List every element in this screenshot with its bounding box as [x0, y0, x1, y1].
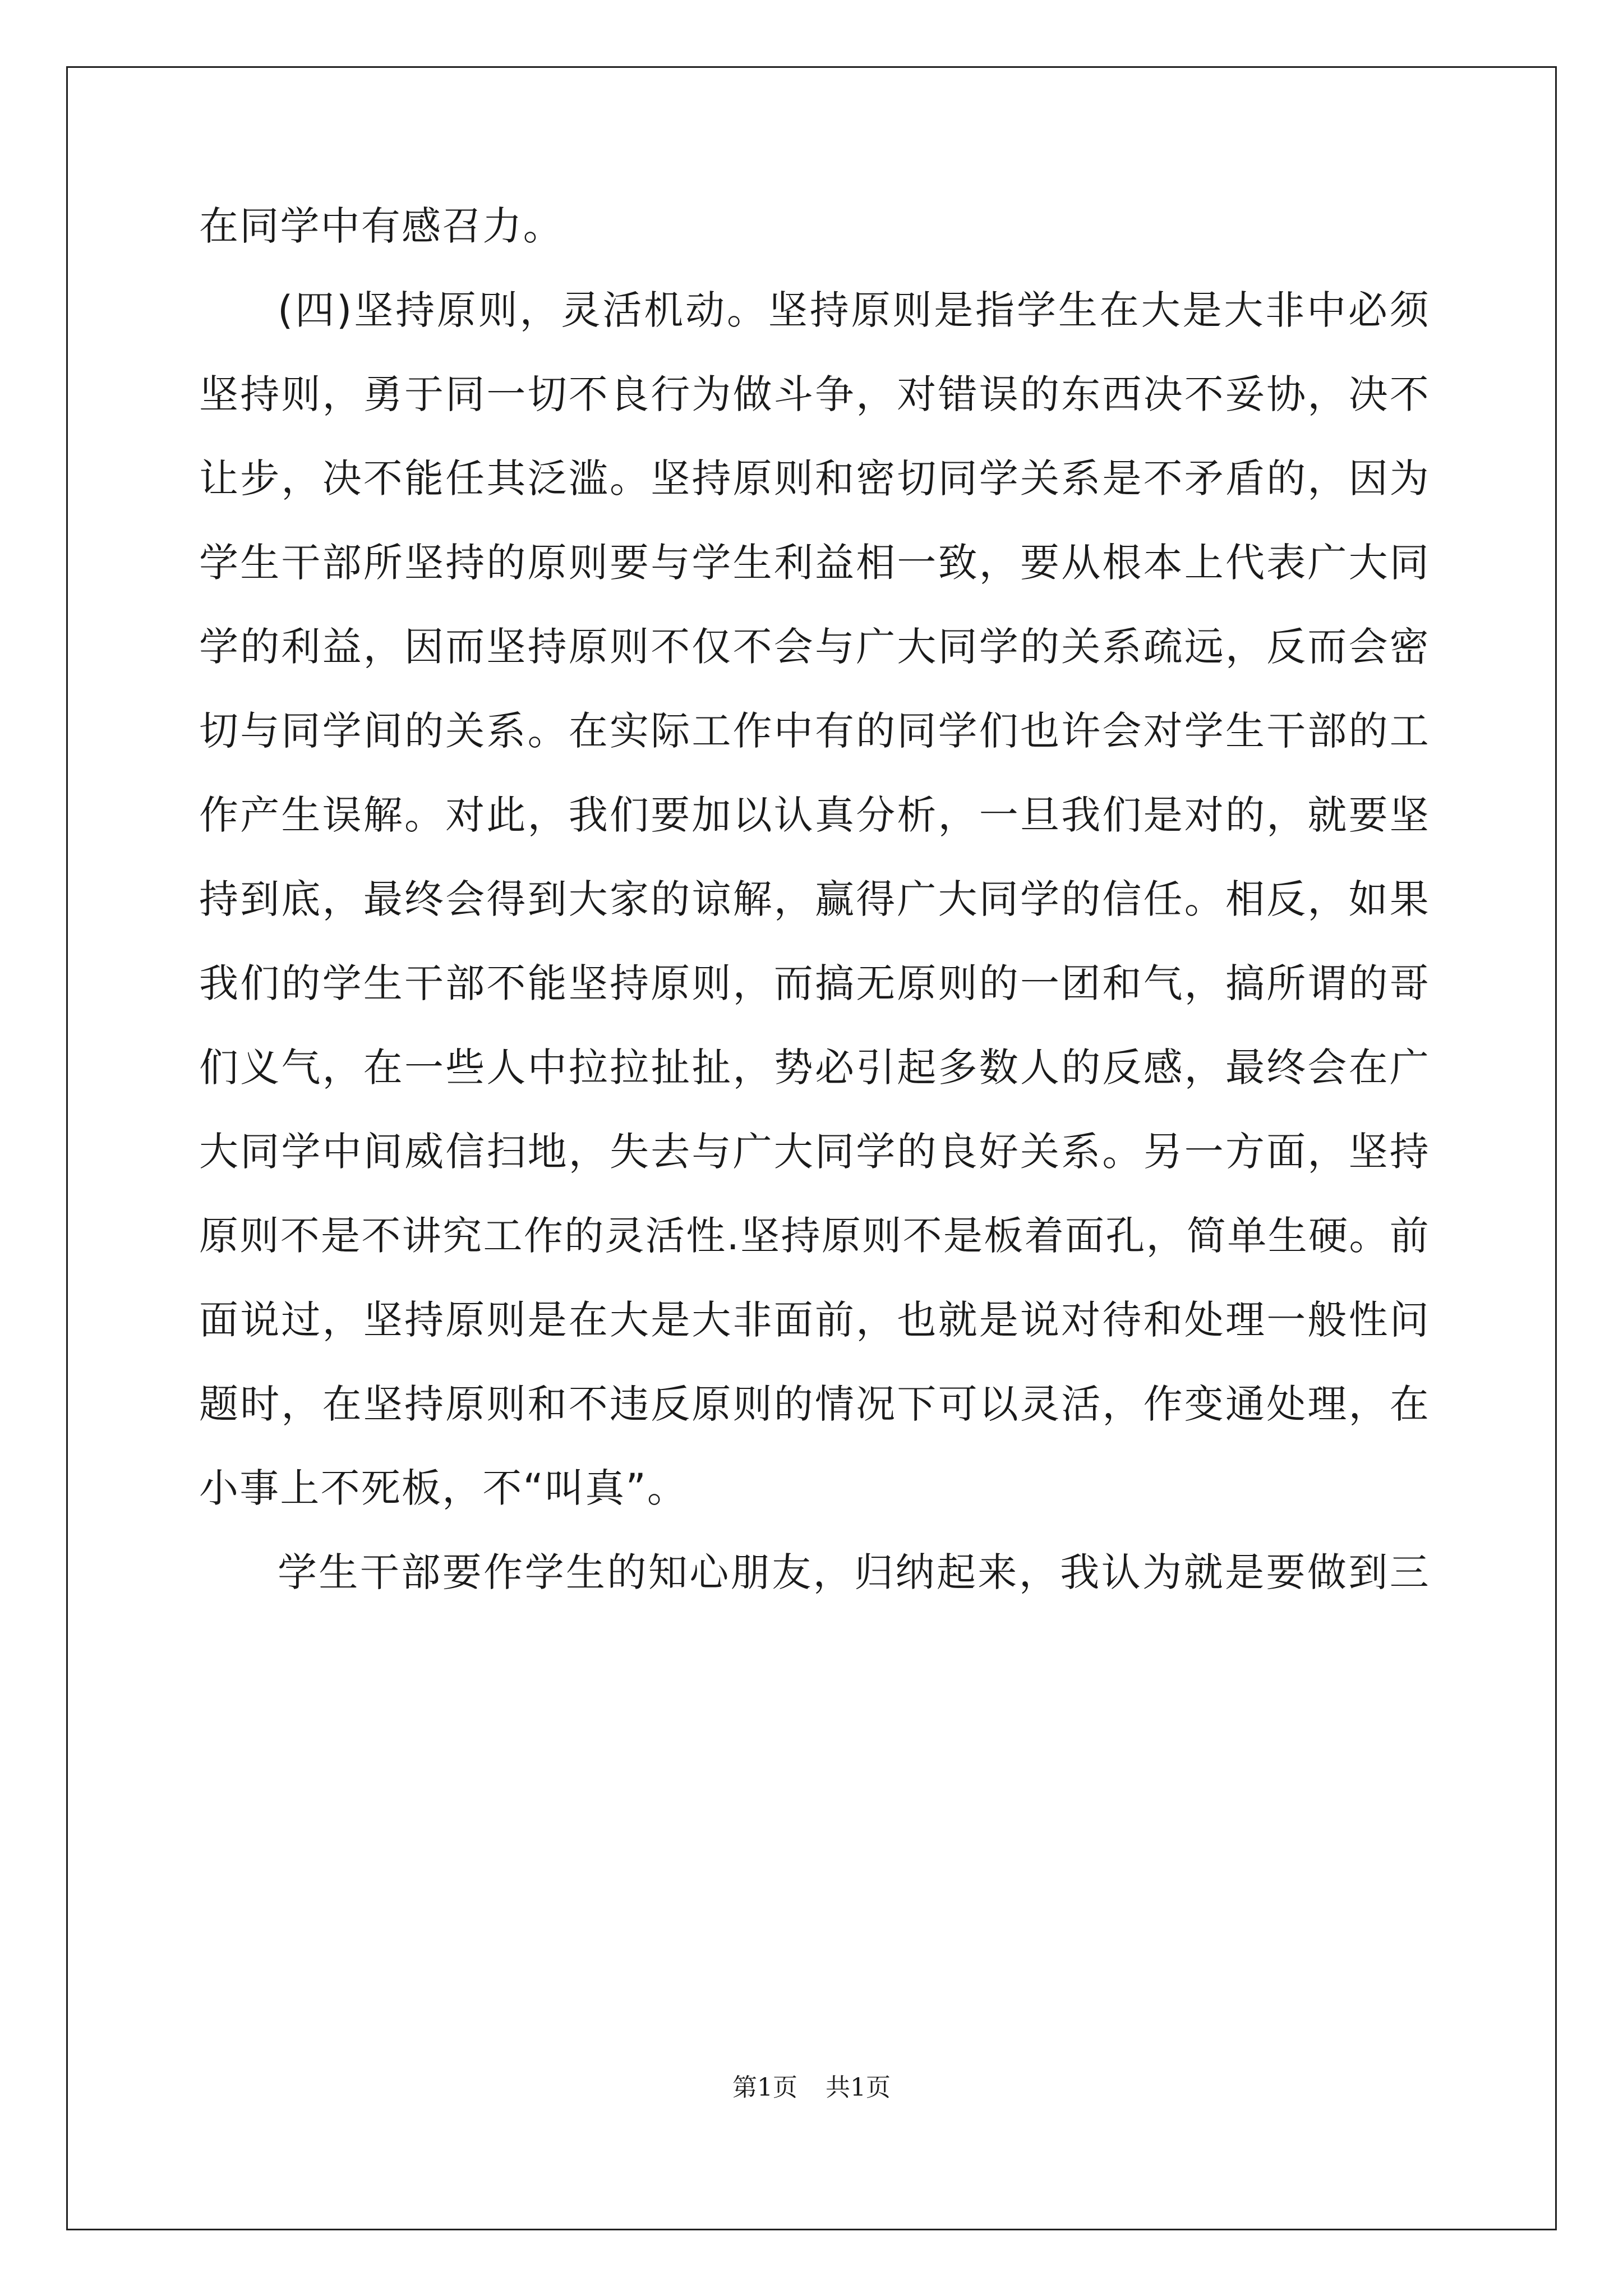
page-number-total: 共1页 [826, 2073, 891, 2102]
paragraph-line: 们义气，在一些人中拉拉扯扯，势必引起多数人的反感，最终会在广 [199, 1045, 1430, 1091]
paragraph-line: 切与同学间的关系。在实际工作中有的同学们也许会对学生干部的工 [199, 708, 1430, 754]
paragraph-line: 在同学中有感召力。 [199, 203, 564, 249]
paragraph-line: 大同学中间威信扫地，失去与广大同学的良好关系。另一方面，坚持 [199, 1129, 1430, 1175]
paragraph-line: 小事上不死板，不“叫真”。 [199, 1465, 688, 1511]
paragraph-line: 学生干部所坚持的原则要与学生利益相一致，要从根本上代表广大同 [199, 540, 1430, 586]
paragraph-line: 持到底，最终会得到大家的谅解，赢得广大同学的信任。相反，如果 [199, 876, 1430, 922]
paragraph-start-line: 学生干部要作学生的知心朋友，归纳起来，我认为就是要做到三 [278, 1549, 1430, 1595]
paragraph-line: 面说过，坚持原则是在大是大非面前，也就是说对待和处理一般性问 [199, 1297, 1430, 1343]
paragraph-line: 原则不是不讲究工作的灵活性.坚持原则不是板着面孔，简单生硬。前 [199, 1213, 1430, 1259]
paragraph-line: 我们的学生干部不能坚持原则，而搞无原则的一团和气，搞所谓的哥 [199, 960, 1430, 1006]
paragraph-line: 坚持则，勇于同一切不良行为做斗争，对错误的东西决不妥协，决不 [199, 371, 1430, 417]
paragraph-line: 题时，在坚持原则和不违反原则的情况下可以灵活，作变通处理，在 [199, 1381, 1430, 1427]
page-footer [0, 2071, 1623, 2105]
paragraph-line: 作产生误解。对此，我们要加以认真分析，一旦我们是对的，就要坚 [199, 792, 1430, 838]
page-number-current: 第1页 [732, 2073, 797, 2102]
paragraph-line: 让步，决不能任其泛滥。坚持原则和密切同学关系是不矛盾的，因为 [199, 455, 1430, 501]
paragraph-start-line: (四)坚持原则，灵活机动。坚持原则是指学生在大是大非中必须 [278, 287, 1430, 333]
paragraph-line: 学的利益，因而坚持原则不仅不会与广大同学的关系疏远，反而会密 [199, 624, 1430, 670]
